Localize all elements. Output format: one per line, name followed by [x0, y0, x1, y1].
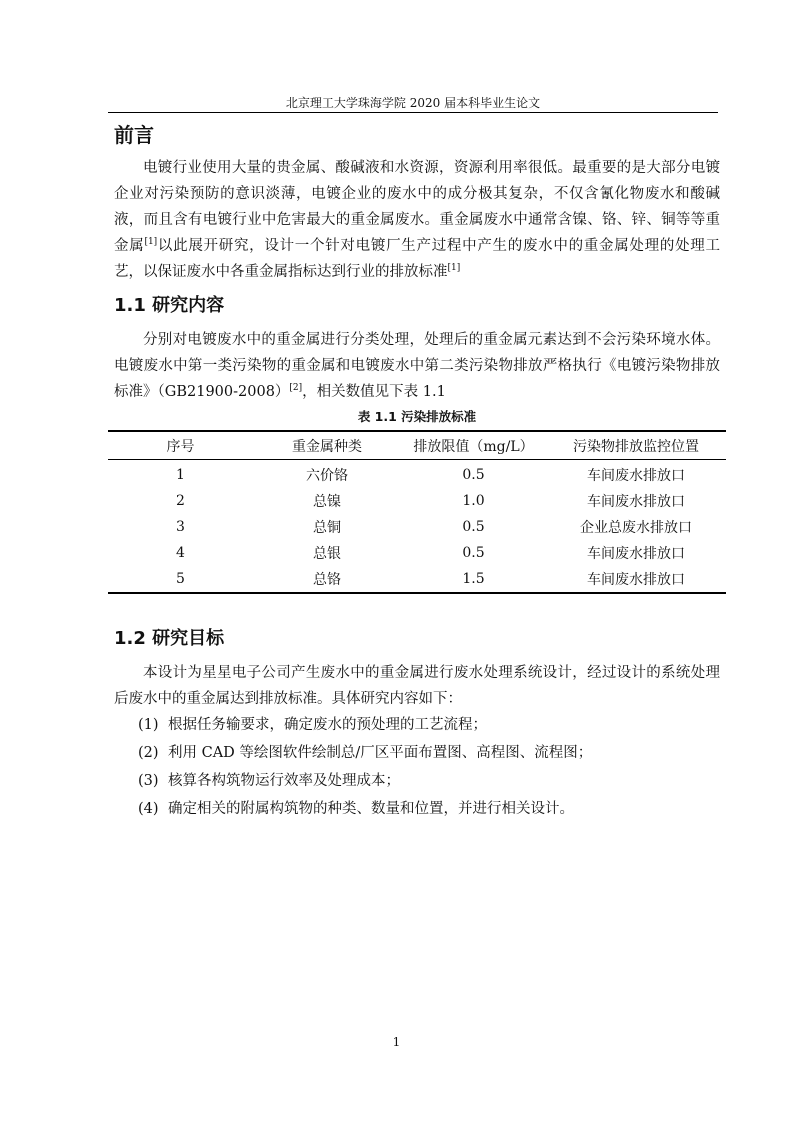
table-header-row	[108, 431, 726, 460]
column-header: 序号	[166, 438, 195, 455]
table-cell: 总银	[313, 546, 341, 562]
table-row	[108, 566, 726, 593]
list-item	[138, 767, 592, 795]
list-item-text: 根据任务输要求，确定废水的预处理的工艺流程；	[168, 717, 487, 733]
table-cell: 0.5	[462, 467, 485, 483]
research-goals-list	[138, 711, 592, 823]
emission-standard-table	[108, 430, 726, 594]
section-1-2-heading: 1.2 研究目标	[114, 628, 225, 649]
preface-text-a: 电镀行业使用大量的贵金属、酸碱液和水资源，资源利用率很低。最重要的是大部分电镀企业对污染预防的意识淡薄，电镀企业的废水中的成分极其复杂，不仅含氰化物废水和酸碱液，而且含有电镀行业中危害最大的重金属废水。重金属废水中通常含镍、铬、锌、铜等等重金属	[114, 160, 720, 254]
list-item-text: 确定相关的附属构筑物的种类、数量和位置，并进行相关设计。	[168, 801, 574, 817]
list-item	[138, 711, 592, 739]
list-item-number: (1)	[138, 717, 159, 733]
list-item-text: 利用 CAD 等绘图软件绘制总/厂区平面布置图、高程图、流程图；	[168, 745, 593, 761]
section-1-1-text-a: 分别对电镀废水中的重金属进行分类处理，处理后的重金属元素达到不会污染环境水体。电镀废水中第一类污染物的重金属和电镀废水中第二类污染物排放严格执行《电镀污染物排放标准》（GB21900-2008）	[114, 332, 720, 400]
table-row	[108, 488, 726, 514]
list-item-text: 核算各构筑物运行效率及处理成本；	[168, 773, 400, 789]
page-number: 1	[392, 1035, 401, 1049]
table-cell: 5	[176, 571, 185, 587]
citation-1-repeat: [1]	[447, 263, 461, 274]
table-cell: 4	[176, 545, 185, 561]
section-1-1-heading: 1.1 研究内容	[114, 295, 225, 316]
citation-2: [2]	[289, 383, 303, 394]
list-item-number: (2)	[138, 745, 159, 761]
citation-1: [1]	[144, 237, 158, 248]
list-item-number: (4)	[138, 801, 159, 817]
list-item	[138, 739, 592, 767]
table-caption: 表 1.1 污染排放标准	[357, 409, 477, 424]
table-cell: 1.5	[462, 571, 485, 587]
table-cell: 车间废水排放口	[587, 494, 685, 510]
table-row	[108, 540, 726, 566]
list-item	[138, 795, 592, 823]
table-cell: 总铜	[313, 520, 341, 536]
running-header: 北京理工大学珠海学院 2020 届本科毕业生论文	[285, 96, 541, 110]
table-cell: 1.0	[462, 493, 485, 509]
column-header: 重金属种类	[292, 438, 362, 455]
preface-heading: 前言	[114, 123, 154, 147]
table-cell: 总镍	[313, 494, 341, 510]
table-cell: 2	[176, 493, 185, 509]
column-header: 污染物排放监控位置	[573, 438, 699, 455]
table-cell: 六价铬	[306, 468, 348, 484]
table-cell: 车间废水排放口	[587, 468, 685, 484]
preface-text-b: 以此展开研究，设计一个针对电镀厂生产过程中产生的废水中的重金属处理的处理工艺，以保证废水中各重金属指标达到行业的排放标准	[114, 238, 721, 280]
table-cell: 0.5	[462, 519, 485, 535]
section-1-1-paragraph	[114, 327, 720, 405]
table-cell: 总铬	[313, 572, 341, 588]
preface-paragraph	[114, 155, 720, 285]
column-header: 排放限值（mg/L）	[413, 438, 534, 455]
section-1-2-paragraph: 本设计为星星电子公司产生废水中的重金属进行废水处理系统设计，经过设计的系统处理后废水中的重金属达到排放标准。具体研究内容如下：	[114, 665, 720, 707]
table-cell: 车间废水排放口	[587, 572, 685, 588]
table-cell: 1	[176, 467, 185, 483]
header-rule	[108, 112, 718, 113]
list-item-number: (3)	[138, 773, 159, 789]
section-1-1-text-b: ，相关数值见下表 1.1	[302, 384, 446, 400]
table-row	[108, 514, 726, 540]
table-cell: 3	[176, 519, 185, 535]
table-row	[108, 460, 726, 489]
table-cell: 车间废水排放口	[587, 546, 685, 562]
table-cell: 企业总废水排放口	[580, 520, 692, 536]
table-cell: 0.5	[462, 545, 485, 561]
